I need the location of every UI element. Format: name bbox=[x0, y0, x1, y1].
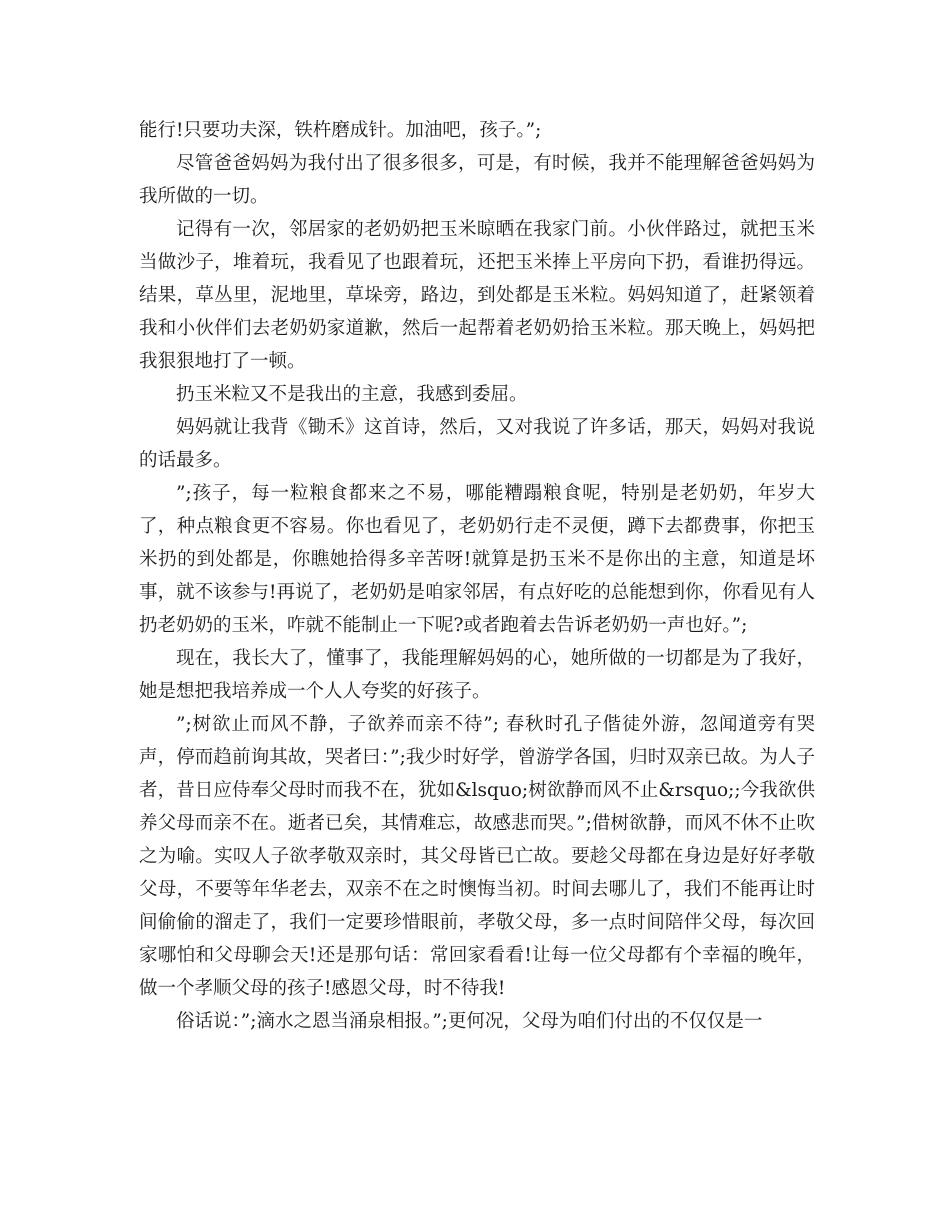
paragraph-8: ”;树欲止而风不静，子欲养而亲不待”; 春秋时孔子偕徒外游，忽闻道旁有哭声，停而趋前询其故，哭者曰：”;我少时好学，曾游学各国，归时双亲已故。为人子者，昔日应侍奉父母时而我不在，犹如&lsquo;树欲静而风不止&rsquo;;今我欲供养父母而亲不在。逝者已矣，其情难忘，故感悲而哭。”;借树欲静，而风不休不止吹之为喻。实叹人子欲孝敬双亲时，其父母皆已亡故。要趁父母都在身边是好好孝敬父母，不要等年华老去，双亲不在之时懊悔当初。时间去哪儿了，我们不能再让时间偷偷的溜走了，我们一定要珍惜眼前，孝敬父母，多一点时间陪伴父母，每次回家哪怕和父母聊会天!还是那句话：常回家看看!让每一位父母都有个幸福的晚年，做一个孝顺父母的孩子!感恩父母，时不待我! bbox=[139, 714, 815, 999]
paragraph-4: 扔玉米粒又不是我出的主意，我感到委屈。 bbox=[176, 384, 528, 405]
paragraph-7: 现在，我长大了，懂事了，我能理解妈妈的心，她所做的一切都是为了我好，她是想把我培养成一个人人夸奖的好孩子。 bbox=[139, 648, 815, 702]
paragraph-6: ”;孩子，每一粒粮食都来之不易，哪能糟蹋粮食呢，特别是老奶奶，年岁大了，种点粮食更不容易。你也看见了，老奶奶行走不灵便，蹲下去都费事，你把玉米扔的到处都是，你瞧她拾得多辛苦呀!就算是扔玉米不是你出的主意，知道是坏事，就不该参与!再说了，老奶奶是咱家邻居，有点好吃的总能想到你，你看见有人扔老奶奶的玉米，咋就不能制止一下呢?或者跑着去告诉老奶奶一声也好。”; bbox=[139, 483, 815, 636]
paragraph-3: 记得有一次，邻居家的老奶奶把玉米晾晒在我家门前。小伙伴路过，就把玉米当做沙子，堆着玩，我看见了也跟着玩，还把玉米捧上平房向下扔，看谁扔得远。结果，草丛里，泥地里，草垛旁，路边，到处都是玉米粒。妈妈知道了，赶紧领着我和小伙伴们去老奶奶家道歉，然后一起帮着老奶奶拾玉米粒。那天晚上，妈妈把我狠狠地打了一顿。 bbox=[139, 219, 815, 372]
paragraph-5: 妈妈就让我背《锄禾》这首诗，然后，又对我说了许多话，那天，妈妈对我说的话最多。 bbox=[139, 417, 815, 471]
paragraph-1: 能行!只要功夫深，铁杵磨成针。加油吧，孩子。”; bbox=[139, 120, 542, 141]
paragraph-9: 俗话说：”;滴水之恩当涌泉相报。”;更何况，父母为咱们付出的不仅仅是一 bbox=[176, 1011, 763, 1032]
document-body bbox=[139, 114, 815, 1038]
paragraph-2: 尽管爸爸妈妈为我付出了很多很多，可是，有时候，我并不能理解爸爸妈妈为我所做的一切。 bbox=[139, 153, 815, 207]
